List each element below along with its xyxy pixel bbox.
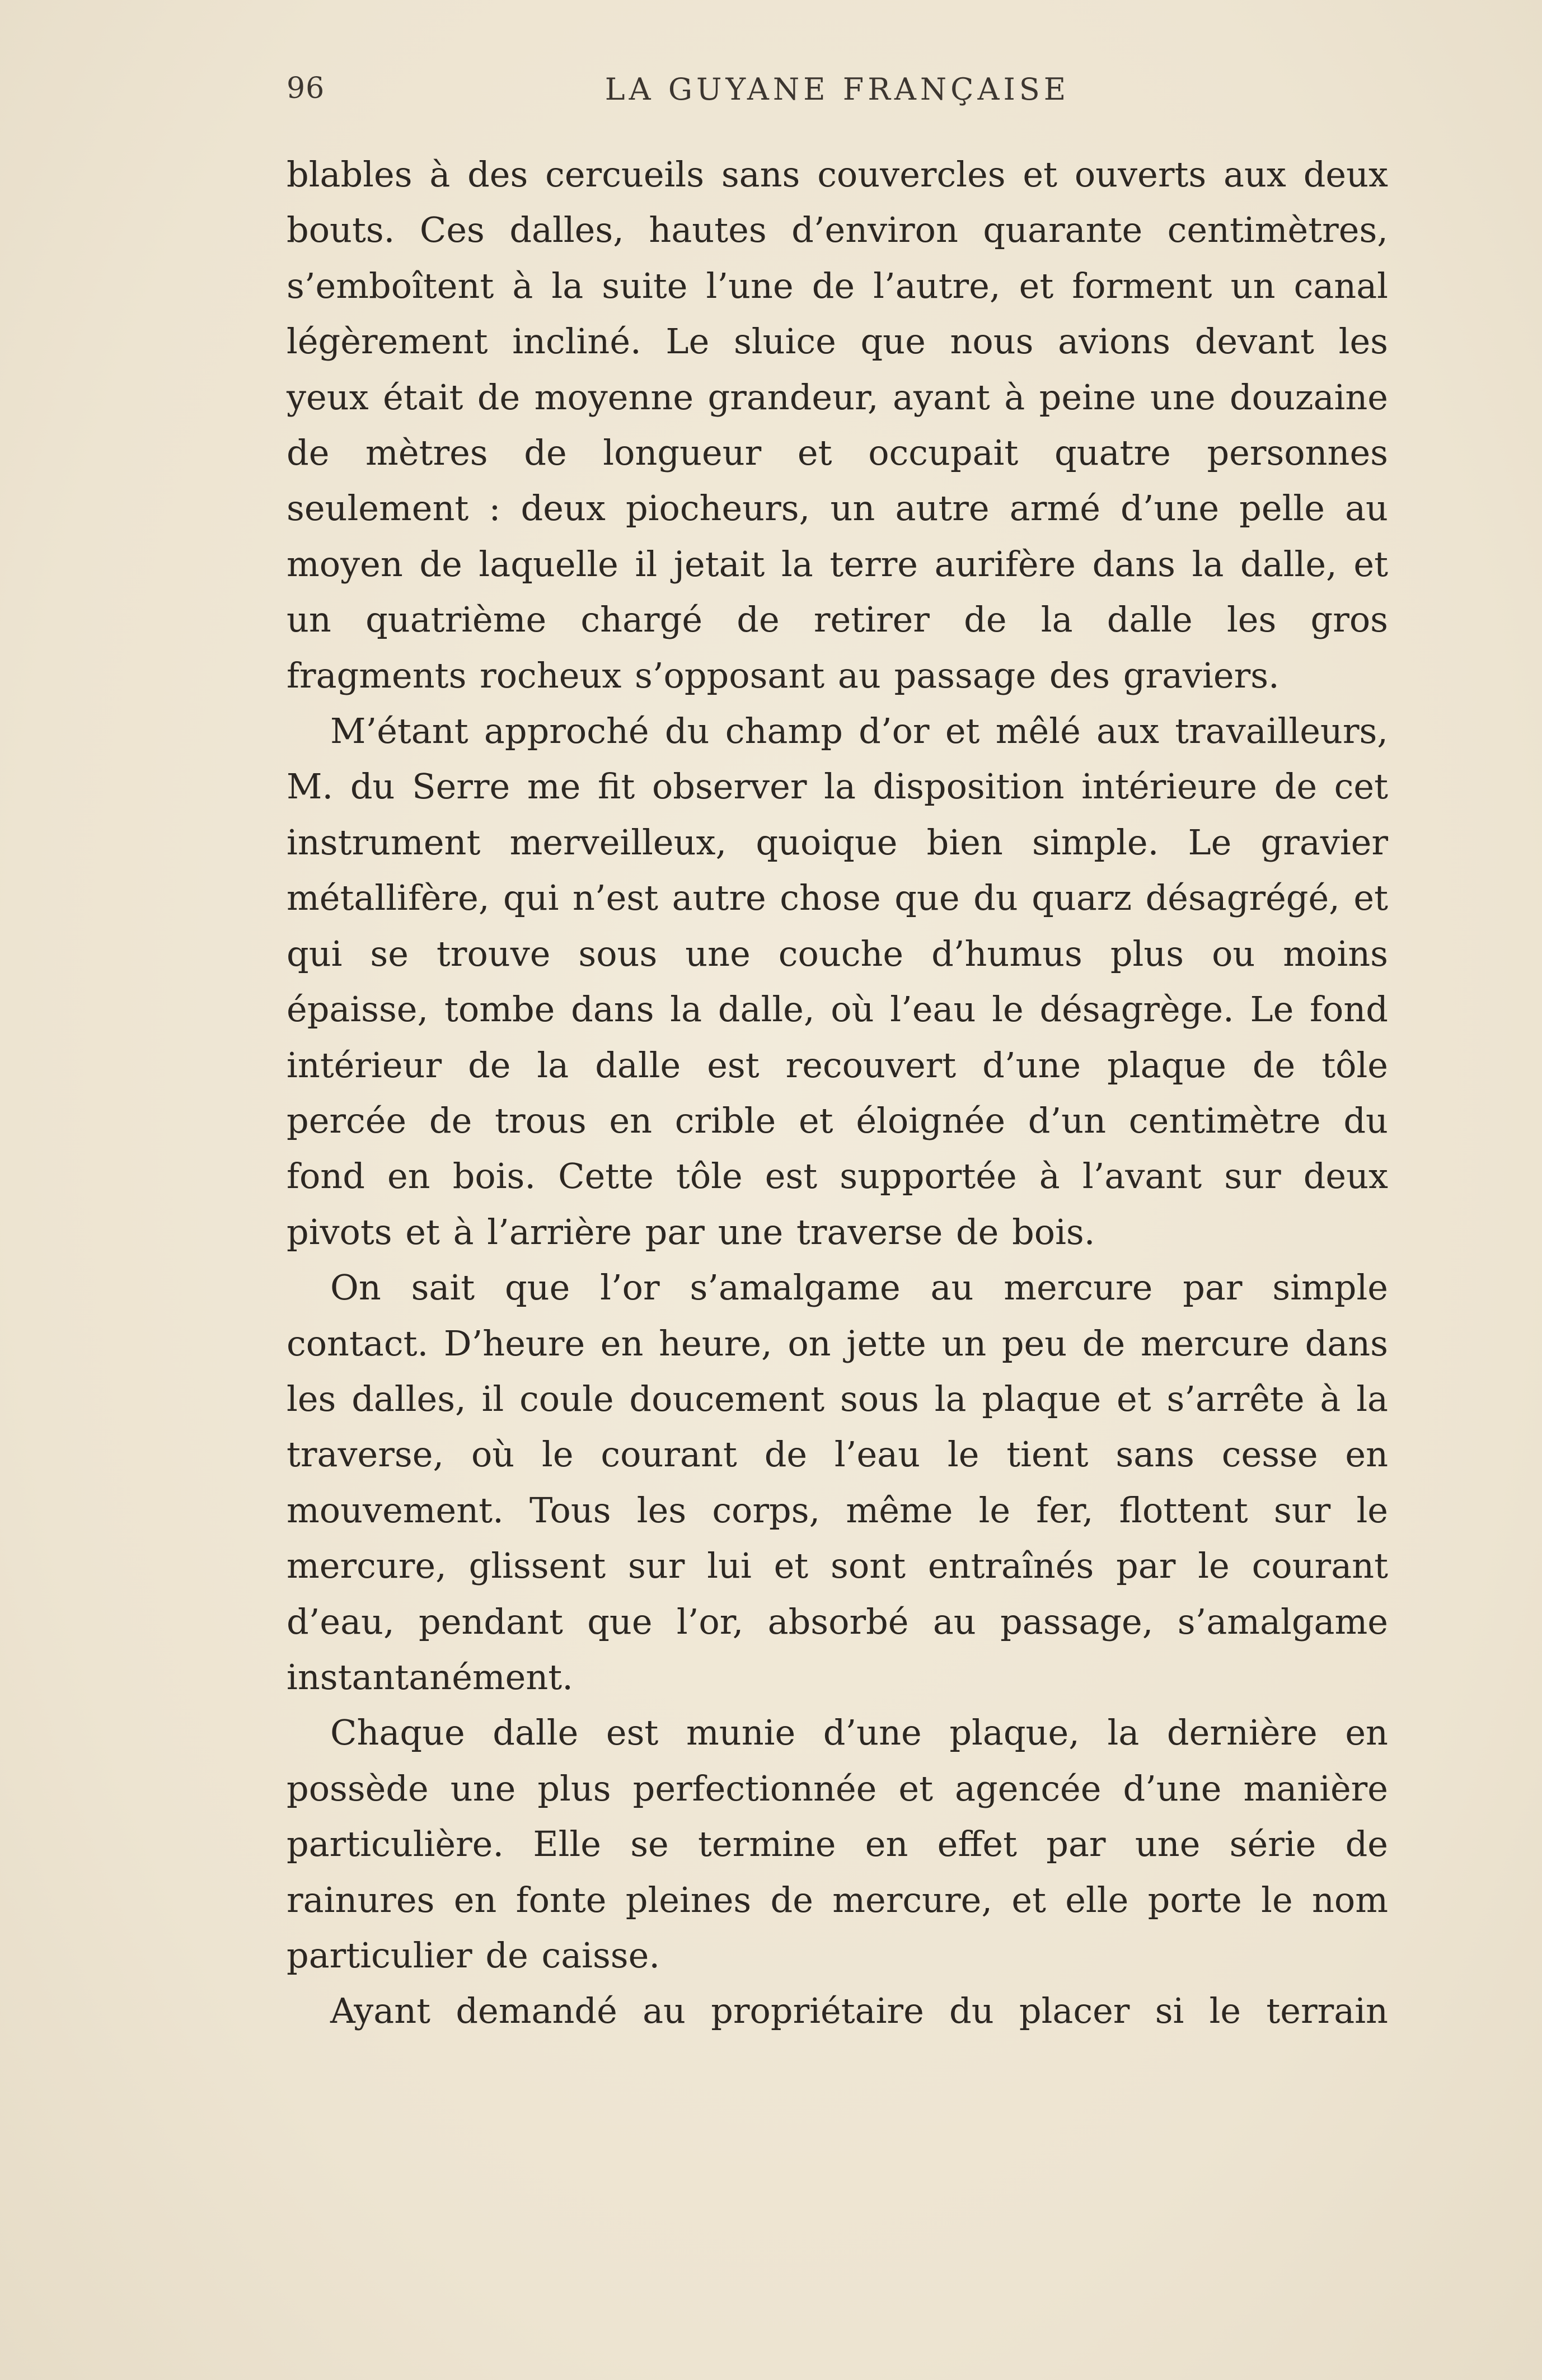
paragraph: Chaque dalle est munie d’une plaque, la dernière en possède une plus perfectionnée et agencée d’une manière particulière. Elle se termine en effet par une série de rainures en fonte pleines de mercure, et elle porte le nom particulier de caisse. bbox=[287, 1712, 1388, 1976]
paragraph: On sait que l’or s’amalgame au mercure par simple contact. D’heure en heure, on jette un peu de mercure dans les dalles, il coule doucement sous la plaque et s’arrête à la traverse, où le courant de l’eau le tient sans cesse en mouvement. Tous les corps, même le fer, flottent sur le mercure, glissent sur lui et sont entraînés par le courant d’eau, pendant que l’or, absorbé au passage, s’amalgame instantanément. bbox=[287, 1267, 1388, 1698]
running-header bbox=[287, 72, 1388, 116]
running-title: LA GUYANE FRANÇAISE bbox=[604, 72, 1070, 107]
body-text bbox=[287, 147, 1388, 2039]
paragraph: M’étant approché du champ d’or et mêlé aux travailleurs, M. du Serre me fit observer la disposition intérieure de cet instrument merveilleux, quoique bien simple. Le gravier métallifère, qui n’est autre chose que du quarz désagrégé, et qui se trouve sous une couche d’humus plus ou moins épaisse, tombe dans la dalle, où l’eau le désagrège. Le fond intérieur de la dalle est recouvert d’une plaque de tôle percée de trous en crible et éloignée d’un centimètre du fond en bois. Cette tôle est supportée à l’avant sur deux pivots et à l’arrière par une traverse de bois. bbox=[287, 710, 1388, 1252]
paragraph-continues: Ayant demandé au propriétaire du placer si le terrain bbox=[330, 1990, 1388, 2032]
paragraph-continued: blables à des cercueils sans couvercles et ouverts aux deux bouts. Ces dalles, hautes d’environ quarante centimètres, s’emboîtent à la suite l’une de l’autre, et forment un canal légèrement incliné. Le sluice que nous avions devant les yeux était de moyenne grandeur, ayant à peine une douzaine de mètres de longueur et occupait quatre personnes seulement : deux piocheurs, un autre armé d’une pelle au moyen de laquelle il jetait la terre aurifère dans la dalle, et un quatrième chargé de retirer de la dalle les gros fragments rocheux s’opposant au passage des graviers. bbox=[287, 154, 1388, 696]
page-number: 96 bbox=[287, 72, 325, 105]
